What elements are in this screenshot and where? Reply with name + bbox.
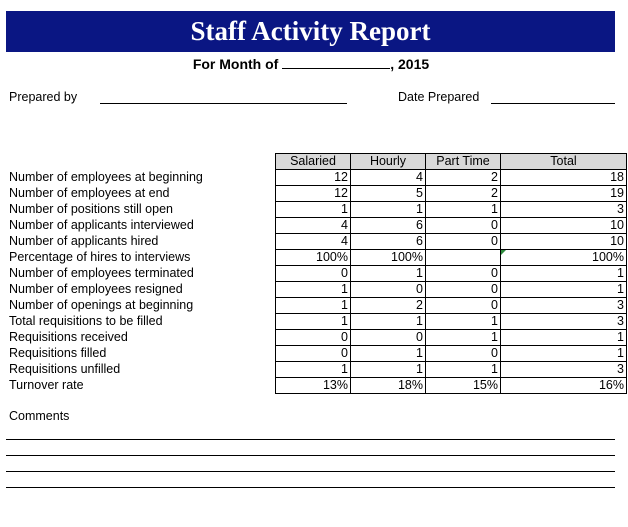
prepared-by-label: Prepared by — [9, 90, 78, 104]
row-label: Number of employees at end — [9, 186, 170, 200]
table-body — [276, 170, 627, 394]
table-cell[interactable]: 12 — [276, 170, 351, 186]
column-header-total: Total — [501, 154, 627, 170]
table-row — [276, 362, 627, 378]
column-header-hourly: Hourly — [351, 154, 426, 170]
table-cell[interactable]: 1 — [351, 202, 426, 218]
table-row — [276, 250, 627, 266]
table-cell[interactable]: 6 — [351, 234, 426, 250]
month-blank[interactable] — [282, 55, 390, 69]
table-cell[interactable]: 100% — [276, 250, 351, 266]
row-label: Requisitions filled — [9, 346, 107, 360]
table-cell[interactable]: 100% — [351, 250, 426, 266]
table-row — [276, 186, 627, 202]
table-cell[interactable]: 4 — [276, 218, 351, 234]
table-cell[interactable]: 16% — [501, 378, 627, 394]
table-cell[interactable]: 100% — [501, 250, 627, 266]
table-row — [276, 314, 627, 330]
table-cell[interactable]: 0 — [276, 266, 351, 282]
row-label: Requisitions unfilled — [9, 362, 121, 376]
row-label: Number of employees resigned — [9, 282, 183, 296]
table-cell[interactable]: 1 — [276, 282, 351, 298]
table-row — [276, 346, 627, 362]
table-cell[interactable]: 19 — [501, 186, 627, 202]
row-label: Number of employees at beginning — [9, 170, 203, 184]
table-cell[interactable]: 12 — [276, 186, 351, 202]
table-cell[interactable]: 3 — [501, 314, 627, 330]
table-cell[interactable]: 1 — [426, 330, 501, 346]
row-label: Percentage of hires to interviews — [9, 250, 191, 264]
date-prepared-label: Date Prepared — [398, 90, 480, 104]
table-cell[interactable]: 1 — [426, 314, 501, 330]
table-cell[interactable]: 3 — [501, 202, 627, 218]
table-cell[interactable]: 2 — [426, 170, 501, 186]
table-row — [276, 378, 627, 394]
row-label: Total requisitions to be filled — [9, 314, 163, 328]
table-cell[interactable]: 4 — [276, 234, 351, 250]
row-labels — [9, 169, 203, 393]
table-cell[interactable]: 2 — [351, 298, 426, 314]
year-label: , 2015 — [390, 56, 430, 72]
table-cell[interactable]: 0 — [426, 346, 501, 362]
table-cell[interactable]: 0 — [426, 266, 501, 282]
comment-line[interactable] — [6, 455, 615, 456]
table-cell[interactable]: 4 — [351, 170, 426, 186]
table-cell[interactable]: 0 — [426, 282, 501, 298]
table-cell[interactable]: 5 — [351, 186, 426, 202]
table-cell[interactable]: 1 — [351, 314, 426, 330]
table-row — [276, 234, 627, 250]
table-cell[interactable] — [426, 250, 501, 266]
table-row — [276, 266, 627, 282]
row-label: Requisitions received — [9, 330, 128, 344]
table-row — [276, 298, 627, 314]
table-cell[interactable]: 3 — [501, 298, 627, 314]
table-cell[interactable]: 1 — [276, 314, 351, 330]
prepared-by-field[interactable] — [100, 103, 347, 104]
row-label: Number of applicants hired — [9, 234, 159, 248]
table-row — [276, 170, 627, 186]
table-cell[interactable]: 0 — [426, 298, 501, 314]
row-label: Number of openings at beginning — [9, 298, 194, 312]
table-row — [276, 218, 627, 234]
comment-line[interactable] — [6, 439, 615, 440]
table-cell[interactable]: 1 — [276, 298, 351, 314]
table-cell[interactable]: 10 — [501, 234, 627, 250]
table-cell[interactable]: 1 — [501, 282, 627, 298]
table-row — [276, 330, 627, 346]
column-header-salaried: Salaried — [276, 154, 351, 170]
table-row — [276, 282, 627, 298]
table-row — [276, 202, 627, 218]
comments-label: Comments — [9, 409, 70, 423]
row-label: Number of employees terminated — [9, 266, 194, 280]
table-cell[interactable]: 1 — [426, 362, 501, 378]
table-cell[interactable]: 18 — [501, 170, 627, 186]
table-cell[interactable]: 15% — [426, 378, 501, 394]
table-header-row — [276, 154, 627, 170]
column-header-part-time: Part Time — [426, 154, 501, 170]
row-label: Number of applicants interviewed — [9, 218, 194, 232]
table-cell[interactable]: 1 — [276, 362, 351, 378]
table-cell[interactable]: 18% — [351, 378, 426, 394]
table-cell[interactable]: 1 — [351, 266, 426, 282]
table-cell[interactable]: 0 — [351, 282, 426, 298]
month-label: For Month of — [192, 56, 279, 72]
comment-line[interactable] — [6, 487, 615, 488]
activity-table — [275, 153, 627, 394]
table-cell[interactable]: 0 — [426, 234, 501, 250]
table-cell[interactable]: 1 — [276, 202, 351, 218]
table-cell[interactable]: 0 — [276, 346, 351, 362]
row-label: Turnover rate — [9, 378, 84, 392]
row-label: Number of positions still open — [9, 202, 173, 216]
table-cell[interactable]: 0 — [426, 218, 501, 234]
report-title: Staff Activity Report — [6, 11, 615, 52]
table-cell[interactable]: 1 — [501, 266, 627, 282]
table-cell[interactable]: 1 — [351, 362, 426, 378]
table-cell[interactable]: 10 — [501, 218, 627, 234]
table-cell[interactable]: 0 — [351, 330, 426, 346]
table-cell[interactable]: 3 — [501, 362, 627, 378]
table-cell[interactable]: 6 — [351, 218, 426, 234]
report-period — [0, 55, 622, 73]
table-cell[interactable]: 1 — [501, 330, 627, 346]
date-prepared-field[interactable] — [491, 103, 615, 104]
comment-line[interactable] — [6, 471, 615, 472]
table-cell[interactable]: 13% — [276, 378, 351, 394]
table-cell[interactable]: 1 — [426, 202, 501, 218]
table-cell[interactable]: 2 — [426, 186, 501, 202]
table-cell[interactable]: 1 — [351, 346, 426, 362]
table-cell[interactable]: 0 — [276, 330, 351, 346]
table-cell[interactable]: 1 — [501, 346, 627, 362]
